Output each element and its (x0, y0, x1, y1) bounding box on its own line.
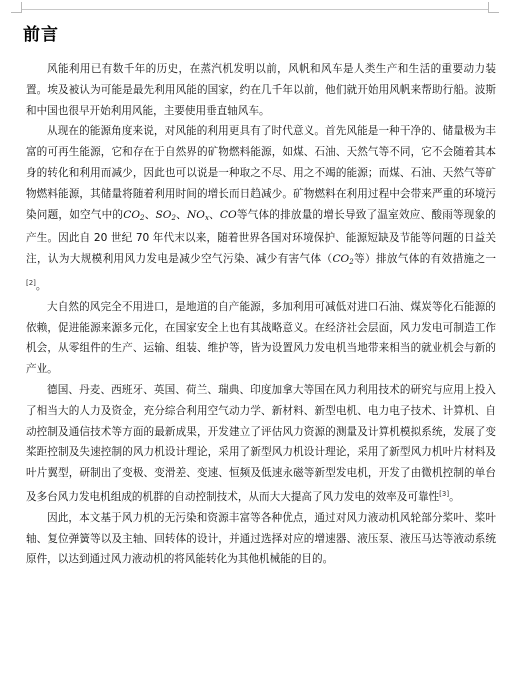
formula-so2-subscript: 2 (171, 213, 176, 222)
page-corner-mark-left (11, 2, 22, 13)
formula-nox (187, 209, 209, 221)
paragraph-significance-part-b: 等气体的排放量的增长导致了温室效应、酸雨等现象的产生。因此自 20 世纪 70 年代末以来，随着世界各国对环境保护、能源短缺及节能等问题的日益关注，认为大规模利用风力发电是减少空气污染、减少有害气体（ (26, 208, 497, 266)
body-text (26, 59, 496, 570)
formula-so2 (156, 209, 176, 221)
paragraph-significance (26, 121, 496, 296)
header-rule (22, 9, 488, 10)
page-corner-mark-right (488, 2, 499, 13)
formula-co2 (123, 209, 144, 221)
formula-co2-repeat (332, 253, 353, 265)
formula-co: CO (219, 208, 237, 221)
formula-so2-base: SO (155, 208, 172, 221)
citation-2[interactable]: [2] (26, 278, 36, 287)
citation-3[interactable]: [3] (439, 489, 450, 498)
formula-nox-base: NO (186, 208, 205, 221)
formula-co2-base: CO (123, 208, 141, 221)
separator: 、 (175, 208, 187, 221)
separator: 、 (144, 208, 156, 221)
paragraph-significance-part-a: 从现在的能源角度来说，对风能的利用更具有了时代意义。首先风能是一种干净的、储量极为丰富的可再生能源，它和存在于自然界的矿物燃料能源，如煤、石油、天然气等不同，它不会随着其本身的转化和利用而减少，因此也可以说是一种取之不尽、用之不竭的能源；而煤、石油、天然气等矿物燃料能源，其储量将随着利用时间的增长而日趋减少。矿物燃料在利用过程中会带来严重的环境污染问题，如空气中的 (26, 125, 496, 221)
paragraph-history: 风能利用已有数千年的历史，在蒸汽机发明以前，风帆和风车是人类生产和生活的重要动力装置。埃及被认为可能是最先利用风能的国家，约在几千年以前，他们就开始用风帆来帮助行船。波斯和中国也很早开始利用风能，主要使用垂直轴风车。 (26, 63, 496, 117)
paragraph-international (26, 380, 496, 508)
formula-co2-base: CO (332, 253, 350, 266)
paragraph-economy: 大自然的风完全不用进口，是地道的自产能源，多加利用可减低对进口石油、煤炭等化石能源的依赖，促进能源来源多元化，在国家安全上也有其战略意义。在经济社会层面，风力发电可制造工作机会，从零组件的生产、运输、组装、维护等，皆为设置风力发电机当地带来相当的就业机会与新的产业。 (26, 300, 496, 376)
section-heading: 前言 (23, 25, 59, 45)
paragraph-significance-end: 。 (35, 279, 47, 292)
paragraph-purpose: 因此，本文基于风力机的无污染和资源丰富等各种优点，通过对风力液动机风轮部分桨叶、桨叶轴、复位弹簧等以及主轴、回转体的设计，并通过选择对应的增速器、液压泵、液压马达等液动系统原件，以达到通过风力液动机的将风能转化为其他机械能的目的。 (26, 511, 496, 566)
formula-co2-subscript: 2 (140, 213, 145, 222)
separator: 、 (208, 208, 220, 221)
formula-nox-subscript: x (204, 213, 209, 222)
paragraph-international-text: 德国、丹麦、西班牙、英国、荷兰、瑞典、印度加拿大等国在风力利用技术的研究与应用上投入了相当大的人力及资金，充分综合利用空气动力学、新材料、新型电机、电力电子技术、计算机、自动控制及通信技术等方面的最新成果，开发建立了评估风力资源的测量及计算机模拟系统，发展了变桨距控制及失速控制的风力机设计理论，采用了新型风力机设计理论，采用了新型风力机叶片材料及叶片翼型，研制出了变极、变滑差、变速、恒频及低速永磁等新型发电机，开发了由微机控制的单台及多台风力发电机组成的机群的自动控制技术，从而大大提高了风力发电的效率及可靠性 (26, 383, 496, 503)
formula-co2-subscript: 2 (349, 258, 354, 267)
paragraph-significance-part-c: 等）排放气体的有效措施之一 (353, 253, 496, 266)
paragraph-international-end: 。 (449, 490, 460, 503)
